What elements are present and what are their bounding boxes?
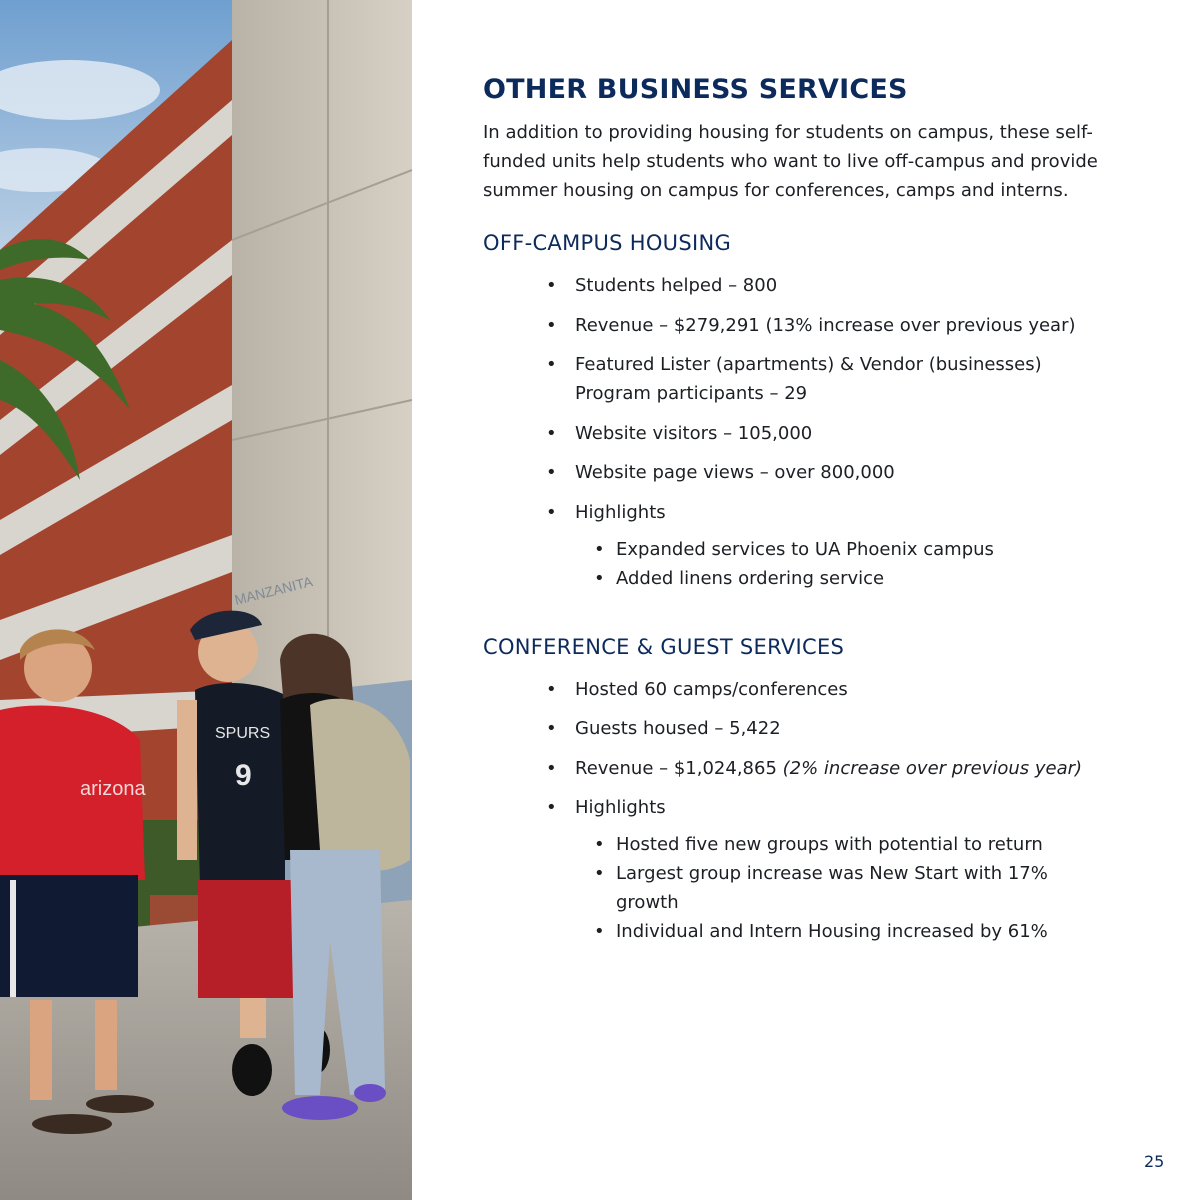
highlights-label: Highlights [575, 501, 666, 523]
conference-highlights [575, 830, 1095, 946]
highlights-item [575, 793, 1095, 946]
list-item: • Guests housed – 5,422 [575, 714, 1095, 743]
campus-photo [0, 0, 412, 1200]
page-number: 25 [1144, 1152, 1165, 1171]
photo-panel [0, 0, 412, 1200]
list-item: • Revenue – $279,291 (13% increase over previous year) [575, 311, 1095, 340]
page-title: OTHER BUSINESS SERVICES [483, 74, 908, 105]
highlights-item [575, 498, 1095, 593]
conference-heading: CONFERENCE & GUEST SERVICES [483, 634, 845, 659]
content-column [483, 72, 1143, 957]
list-item: • Website visitors – 105,000 [575, 419, 1095, 448]
list-item [575, 754, 1095, 783]
building-sign: MANZANITA [232, 573, 315, 608]
sub-list-item: • Individual and Intern Housing increased by 61% [616, 917, 1096, 946]
sub-list-item: • Largest group increase was New Start with 17% growth [616, 859, 1096, 917]
revenue-note: (2% increase over previous year) [782, 757, 1083, 779]
list-item: • Students helped – 800 [575, 271, 1095, 300]
jersey-text: SPURS [215, 725, 271, 742]
list-item: • Hosted 60 camps/conferences [575, 675, 1095, 704]
off-campus-highlights [575, 535, 1095, 593]
off-campus-list [483, 271, 1143, 593]
sub-list-item: • Added linens ordering service [616, 564, 1096, 593]
list-item: • Featured Lister (apartments) & Vendor (businesses) Program participants – 29 [575, 350, 1095, 408]
jersey-number: 9 [235, 759, 252, 792]
conference-list [483, 675, 1143, 947]
intro-paragraph: In addition to providing housing for students on campus, these self-funded units help students who want to live off-campus and provide summer housing on campus for conferences, camps and interns. [483, 122, 1098, 201]
list-item: • Website page views – over 800,000 [575, 458, 1095, 487]
highlights-label: Highlights [575, 797, 666, 818]
sub-list-item: • Expanded services to UA Phoenix campus [616, 535, 1096, 564]
off-campus-heading: OFF-CAMPUS HOUSING [483, 231, 732, 255]
sub-list-item: • Hosted five new groups with potential to return [616, 830, 1096, 859]
shirt-text: arizona [80, 778, 146, 800]
revenue-text: Revenue – $1,024,865 [575, 757, 783, 779]
